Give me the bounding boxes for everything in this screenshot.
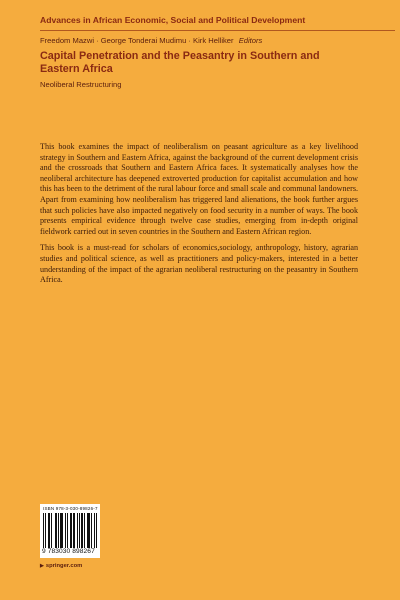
publisher-logo-text: springer.com <box>45 563 83 569</box>
editors-line <box>40 36 262 45</box>
description-paragraph-2: This book is a must-read for scholars of economics,sociology, anthropology, history, agrarian studies and political science, as well as practitioners and policy-makers, interested in a better understanding of the impact of the agrarian neoliberal restructuring on the peasantry in Southern Africa. <box>40 243 358 285</box>
barcode-digits: 9 783030 898267 <box>42 548 95 555</box>
barcode-icon <box>43 513 97 548</box>
description-paragraph-1: This book examines the impact of neoliberalism on peasant agriculture as a key livelihood strategy in Southern and Eastern Africa, against the background of the current development crisis and the crossroads that Southern and Eastern Africa faces. It systematically analyses how the neoliberal architecture has deepened extroverted production for capitalist accumulation and how this has been to the detriment of the rural labour force and small scale and communal landowners. Apart from examining how neoliberalism has triggered land alienations, the book further argues that such policies have also impacted negatively on food security in a number of ways. The book presents empirical evidence through twelve case studies, emerging from in-depth original fieldwork carried out in seven countries in the Southern and Eastern African region. <box>40 142 358 236</box>
editor-names: Freedom Mazwi · George Tonderai Mudimu · Kirk Helliker <box>40 36 234 45</box>
series-divider <box>40 30 395 31</box>
book-title: Capital Penetration and the Peasantry in Southern and Eastern Africa <box>40 50 320 75</box>
publisher-logo <box>40 563 82 569</box>
barcode-box <box>40 504 100 558</box>
series-title: Advances in African Economic, Social and Political Development <box>40 15 306 25</box>
chevron-right-icon: ▶ <box>40 563 44 569</box>
isbn-label: ISBN 978-3-030-89826-7 <box>43 506 98 511</box>
book-subtitle: Neoliberal Restructuring <box>40 80 122 89</box>
editor-role: Editors <box>238 36 263 45</box>
book-description <box>40 142 358 292</box>
